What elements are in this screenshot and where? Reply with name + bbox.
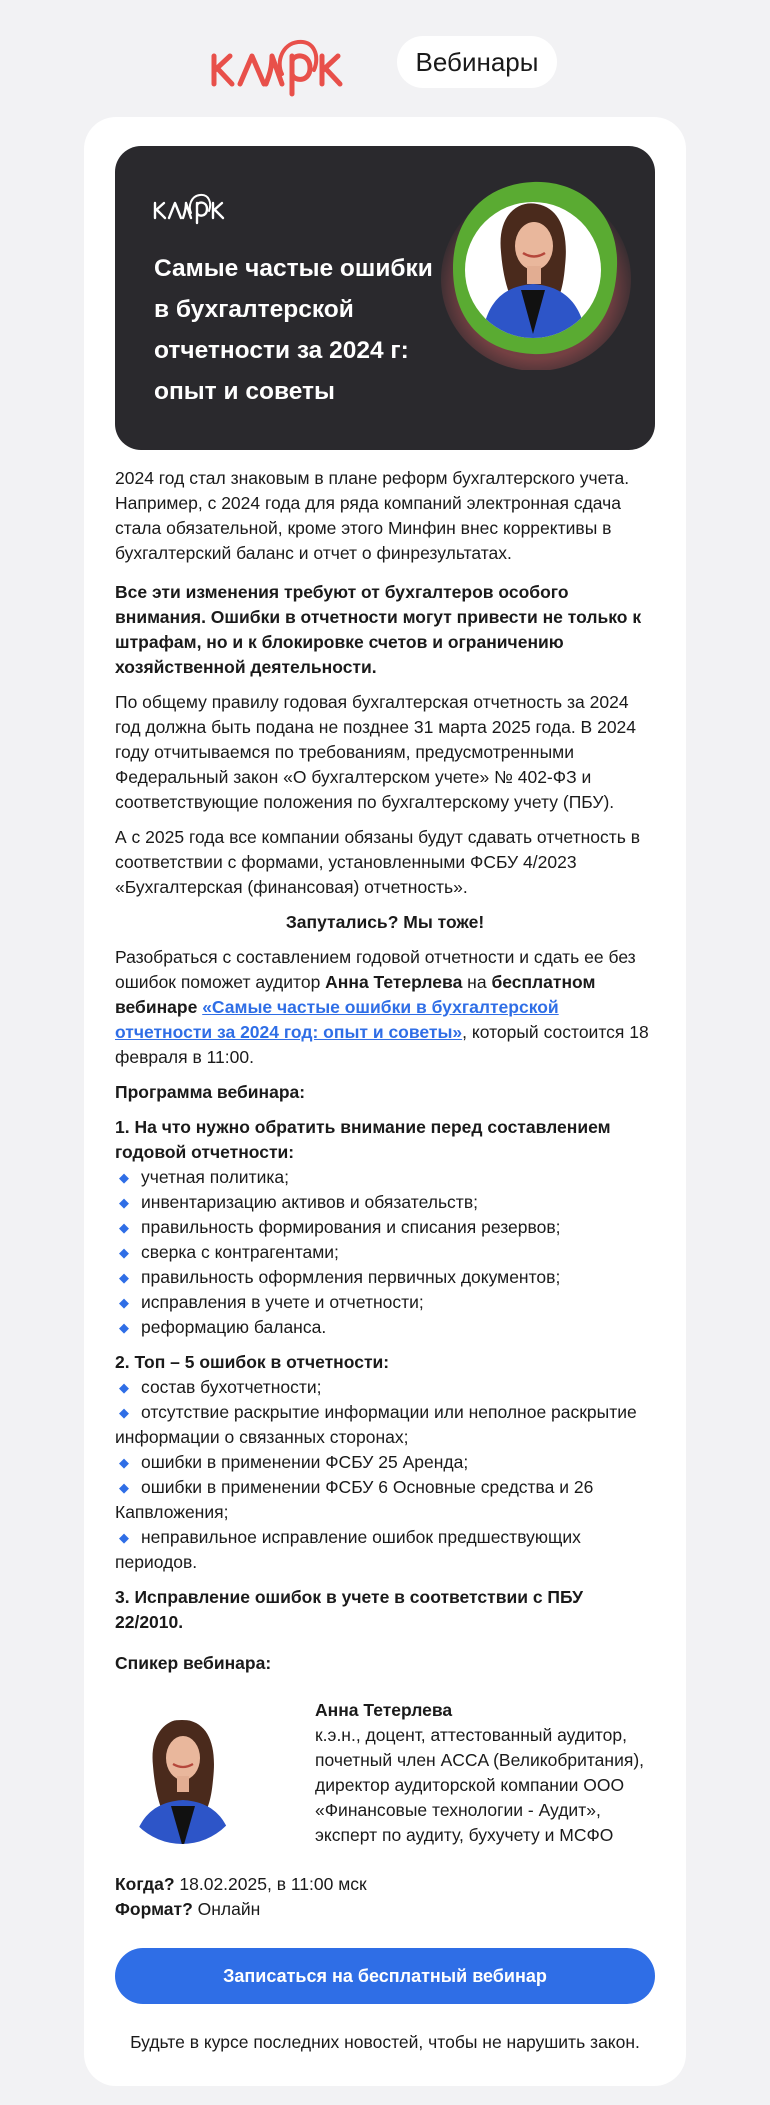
- klerk-logo-white: [153, 191, 241, 225]
- list-item-text: ошибки в применении ФСБУ 25 Аренда;: [141, 1452, 469, 1472]
- speaker-photo-framed: [441, 174, 631, 370]
- webinar-title-link[interactable]: «Самые частые ошибки в бухгалтерской отчетности за 2024 год: опыт и советы»: [115, 997, 559, 1042]
- speaker-block: [115, 1680, 655, 1866]
- list-item: [115, 1215, 655, 1240]
- webinars-section-pill[interactable]: Вебинары: [397, 36, 557, 88]
- list-item: [115, 1315, 655, 1340]
- list-item-text: реформацию баланса.: [141, 1317, 327, 1337]
- small-blue-diamond-icon: ◆: [119, 1320, 129, 1335]
- invite-paragraph: [115, 945, 655, 1070]
- webinar-banner[interactable]: [115, 146, 655, 450]
- list-item: [115, 1475, 655, 1525]
- program-heading: Программа вебинара:: [115, 1082, 306, 1102]
- small-blue-diamond-icon: ◆: [119, 1220, 129, 1235]
- banner-title: Самые частые ошибки в бухгалтерской отчетности за 2024 г: опыт и советы: [154, 255, 433, 405]
- list-item-text: учетная политика;: [141, 1167, 290, 1187]
- program-section1-title: 1. На что нужно обратить внимание перед составлением годовой отчетности:: [115, 1117, 611, 1162]
- format-label: Формат?: [115, 1899, 193, 1919]
- small-blue-diamond-icon: ◆: [119, 1380, 129, 1395]
- program-section3-title: 3. Исправление ошибок в учете в соответствии с ПБУ 22/2010.: [115, 1587, 584, 1632]
- small-blue-diamond-icon: ◆: [119, 1170, 129, 1185]
- small-blue-diamond-icon: ◆: [119, 1245, 129, 1260]
- footer-text: Будьте в курсе последних новостей, чтобы не нарушить закон.: [130, 2032, 640, 2052]
- list-item-text: отсутствие раскрытие информации или неполное раскрытие информации о связанных сторонах;: [115, 1402, 637, 1447]
- when-label: Когда?: [115, 1874, 175, 1894]
- format-value: Онлайн: [192, 1899, 261, 1919]
- forms-paragraph: А с 2025 года все компании обязаны будут сдавать отчетность в соответствии с формами, установленными ФСБУ 4/2023 «Бухгалтерская (финансовая) отчетность».: [115, 827, 641, 897]
- email-card: [84, 117, 686, 2086]
- speaker-bio: к.э.н., доцент, аттестованный аудитор, почетный член ACCA (Великобритания), директор аудиторской компании ООО «Финансовые технологии - Аудит», эксперт по аудиту, бухучету и МСФО: [315, 1725, 645, 1845]
- speaker-info: [315, 1698, 660, 1848]
- klerk-logo[interactable]: [210, 34, 374, 98]
- register-webinar-button[interactable]: Записаться на бесплатный вебинар: [115, 1948, 655, 2004]
- list-item: [115, 1290, 655, 1315]
- small-blue-diamond-icon: ◆: [119, 1270, 129, 1285]
- list-item-text: инвентаризацию активов и обязательств;: [141, 1192, 478, 1212]
- list-item: [115, 1450, 655, 1475]
- list-item: [115, 1525, 655, 1575]
- small-blue-diamond-icon: ◆: [119, 1195, 129, 1210]
- list-item: [115, 1400, 655, 1450]
- small-blue-diamond-icon: ◆: [119, 1530, 129, 1545]
- list-item-text: ошибки в применении ФСБУ 6 Основные средства и 26 Капвложения;: [115, 1477, 594, 1522]
- small-blue-diamond-icon: ◆: [119, 1405, 129, 1420]
- list-item-text: правильность формирования и списания резервов;: [141, 1217, 561, 1237]
- program-section2-list: [115, 1375, 655, 1575]
- speaker-heading: Спикер вебинара:: [115, 1653, 272, 1673]
- list-item: [115, 1190, 655, 1215]
- event-when: [115, 1872, 655, 1897]
- list-item-text: исправления в учете и отчетности;: [141, 1292, 424, 1312]
- program-section2-title: 2. Топ – 5 ошибок в отчетности:: [115, 1352, 390, 1372]
- small-blue-diamond-icon: ◆: [119, 1455, 129, 1470]
- list-item-text: сверка с контрагентами;: [141, 1242, 339, 1262]
- list-item: [115, 1375, 655, 1400]
- program-section1-list: [115, 1165, 655, 1340]
- speaker-avatar: [117, 1710, 247, 1850]
- when-value: 18.02.2025, в 11:00 мск: [174, 1874, 367, 1894]
- list-item: [115, 1240, 655, 1265]
- list-item-text: правильность оформления первичных документов;: [141, 1267, 561, 1287]
- invite-speaker-name: Анна Тетерлева: [325, 972, 463, 992]
- warning-paragraph: Все эти изменения требуют от бухгалтеров особого внимания. Ошибки в отчетности могут привести не только к штрафам, но и к блокировке счетов и ограничению хозяйственной деятельности.: [115, 582, 642, 677]
- invite-text-1: Разобраться с составлением годовой отчетности и сдать ее без ошибок поможет аудитор: [115, 947, 636, 992]
- invite-text-2: на: [462, 972, 492, 992]
- list-item-text: состав бухотчетности;: [141, 1377, 322, 1397]
- list-item: [115, 1265, 655, 1290]
- confused-heading: Запутались? Мы тоже!: [285, 912, 485, 932]
- deadline-paragraph: По общему правилу годовая бухгалтерская отчетность за 2024 год должна быть подана не позднее 31 марта 2025 года. В 2024 году отчитываемся по требованиям, предусмотренными Федеральный закон «О бухгалтерском учете» № 402-ФЗ и соответствующие положения по бухгалтерскому учету (ПБУ).: [115, 692, 637, 812]
- email-header: [0, 0, 770, 118]
- speaker-name: Анна Тетерлева: [315, 1700, 453, 1720]
- list-item: [115, 1165, 655, 1190]
- event-format: [115, 1897, 655, 1922]
- small-blue-diamond-icon: ◆: [119, 1295, 129, 1310]
- small-blue-diamond-icon: ◆: [119, 1480, 129, 1495]
- list-item-text: неправильное исправление ошибок предшествующих периодов.: [115, 1527, 581, 1572]
- invite-text-3: , который состоится 18 февраля в 11:00.: [115, 1022, 649, 1067]
- invite-free-webinar: бесплатном вебинаре: [115, 972, 596, 1017]
- intro-paragraph: 2024 год стал знаковым в плане реформ бухгалтерского учета. Например, с 2024 года для ряда компаний электронная сдача стала обязательной, кроме этого Минфин внес коррективы в бухгалтерский баланс и отчет о финрезультатах.: [115, 468, 630, 563]
